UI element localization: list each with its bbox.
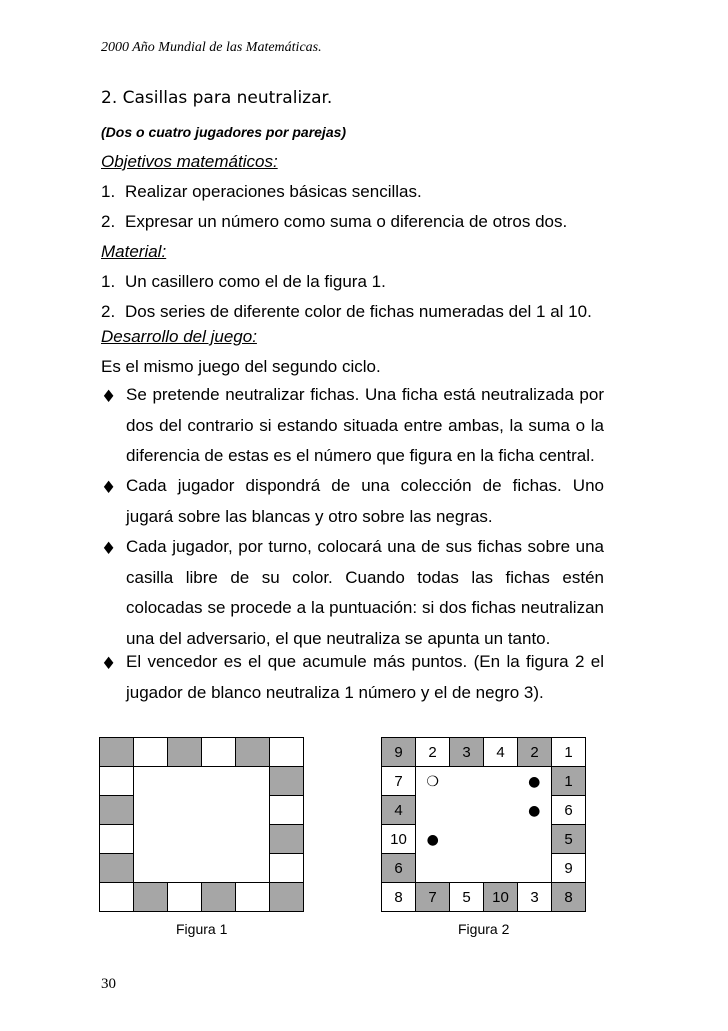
inner-cell — [518, 767, 552, 796]
diamond-bullet-icon: ♦ — [101, 654, 117, 674]
objective-item — [101, 212, 567, 232]
board-cell — [202, 883, 236, 912]
board-cell: 1 — [552, 767, 586, 796]
filled-circle-icon: ● — [528, 773, 541, 790]
item-number: 1. — [101, 272, 116, 291]
rule-paragraph: Cada jugador dispondrá de una colección de fichas. Uno jugará sobre las blancas y otro sobre las negras. — [126, 476, 604, 526]
board-cell — [168, 883, 202, 912]
board-cell — [202, 738, 236, 767]
board-cell — [270, 854, 304, 883]
desarrollo-heading: Desarrollo del juego: — [101, 327, 257, 346]
board-cell: 4 — [484, 738, 518, 767]
board-cell: 10 — [484, 883, 518, 912]
inner-cell — [518, 854, 552, 883]
section-subtitle: (Dos o cuatro jugadores por parejas) — [101, 124, 347, 140]
board-cell — [270, 883, 304, 912]
board-cell: 6 — [382, 854, 416, 883]
figure-2-board — [381, 737, 586, 912]
item-number: 2. — [101, 302, 116, 321]
item-number: 1. — [101, 182, 116, 201]
inner-cell — [518, 796, 552, 825]
inner-cell — [416, 854, 450, 883]
board-cell — [134, 883, 168, 912]
board-cell: 9 — [382, 738, 416, 767]
inner-cell — [416, 825, 450, 854]
inner-cell — [416, 767, 450, 796]
board-cell: 8 — [552, 883, 586, 912]
board-cell — [100, 883, 134, 912]
hollow-circle-icon: ❍ — [426, 773, 440, 790]
section-title: 2. Casillas para neutralizar. — [101, 88, 333, 108]
board-row — [382, 767, 586, 796]
board-row — [382, 796, 586, 825]
inner-cell — [518, 825, 552, 854]
running-header: 2000 Año Mundial de las Matemáticas. — [101, 40, 322, 55]
board-cell — [270, 767, 304, 796]
board-cell: 2 — [518, 738, 552, 767]
board-cell — [168, 738, 202, 767]
board-cell: 1 — [552, 738, 586, 767]
board-cell: 3 — [518, 883, 552, 912]
board-cell — [270, 825, 304, 854]
board-row — [100, 883, 304, 912]
inner-cell — [484, 854, 518, 883]
board-center — [134, 767, 270, 883]
board-cell: 9 — [552, 854, 586, 883]
board-cell — [100, 796, 134, 825]
figure-1-board — [99, 737, 304, 912]
diamond-bullet-icon: ♦ — [101, 387, 117, 407]
board-cell: 2 — [416, 738, 450, 767]
board-cell: 10 — [382, 825, 416, 854]
desarrollo-intro: Es el mismo juego del segundo ciclo. — [101, 357, 381, 376]
item-number: 2. — [101, 212, 116, 231]
page-number: 30 — [101, 976, 116, 992]
diamond-bullet-icon: ♦ — [101, 478, 117, 498]
board-cell: 5 — [450, 883, 484, 912]
inner-cell — [416, 796, 450, 825]
inner-cell — [450, 767, 484, 796]
board-row — [382, 883, 586, 912]
board-cell — [100, 767, 134, 796]
board-row — [100, 738, 304, 767]
filled-circle-icon: ● — [426, 831, 439, 848]
board-row — [382, 854, 586, 883]
diamond-bullet-icon: ♦ — [101, 539, 117, 559]
board-cell — [134, 738, 168, 767]
board-cell: 7 — [382, 767, 416, 796]
item-text: Realizar operaciones básicas sencillas. — [125, 182, 422, 201]
board-cell: 4 — [382, 796, 416, 825]
board-cell: 5 — [552, 825, 586, 854]
inner-cell — [484, 767, 518, 796]
inner-cell — [450, 825, 484, 854]
board-cell — [236, 883, 270, 912]
filled-circle-icon: ● — [528, 802, 541, 819]
material-item — [101, 272, 386, 292]
board-cell — [236, 738, 270, 767]
board-cell: 7 — [416, 883, 450, 912]
board-cell — [100, 825, 134, 854]
board-cell: 8 — [382, 883, 416, 912]
rule-paragraph: Cada jugador, por turno, colocará una de sus fichas sobre una casilla libre de su color. Cuando todas las fichas estén colocadas se procede a la puntuación: si dos fichas neutralizan una del adversario, el que neutraliza se apunta un tanto. — [126, 537, 604, 648]
inner-cell — [484, 796, 518, 825]
material-item — [101, 302, 592, 322]
inner-cell — [450, 796, 484, 825]
board-cell: 6 — [552, 796, 586, 825]
board-cell — [100, 854, 134, 883]
figure-1-caption: Figura 1 — [176, 921, 228, 937]
objective-item — [101, 182, 422, 202]
rule-paragraph: Se pretende neutralizar fichas. Una ficha está neutralizada por dos del contrario si estando situada entre ambas, la suma o la diferencia de estas es el número que figura en la ficha central. — [126, 385, 604, 465]
item-text: Un casillero como el de la figura 1. — [125, 272, 386, 291]
board-row — [382, 738, 586, 767]
board-cell — [100, 738, 134, 767]
material-heading: Material: — [101, 242, 167, 261]
board-row — [100, 767, 304, 796]
item-text: Dos series de diferente color de fichas numeradas del 1 al 10. — [125, 302, 592, 321]
board-cell — [270, 738, 304, 767]
board-cell — [270, 796, 304, 825]
item-text: Expresar un número como suma o diferencia de otros dos. — [125, 212, 568, 231]
board-row — [382, 825, 586, 854]
figure-2-caption: Figura 2 — [458, 921, 510, 937]
rule-paragraph: El vencedor es el que acumule más puntos. (En la figura 2 el jugador de blanco neutraliza 1 número y el de negro 3). — [126, 652, 604, 702]
objectives-heading: Objetivos matemáticos: — [101, 152, 278, 171]
board-cell: 3 — [450, 738, 484, 767]
inner-cell — [484, 825, 518, 854]
inner-cell — [450, 854, 484, 883]
